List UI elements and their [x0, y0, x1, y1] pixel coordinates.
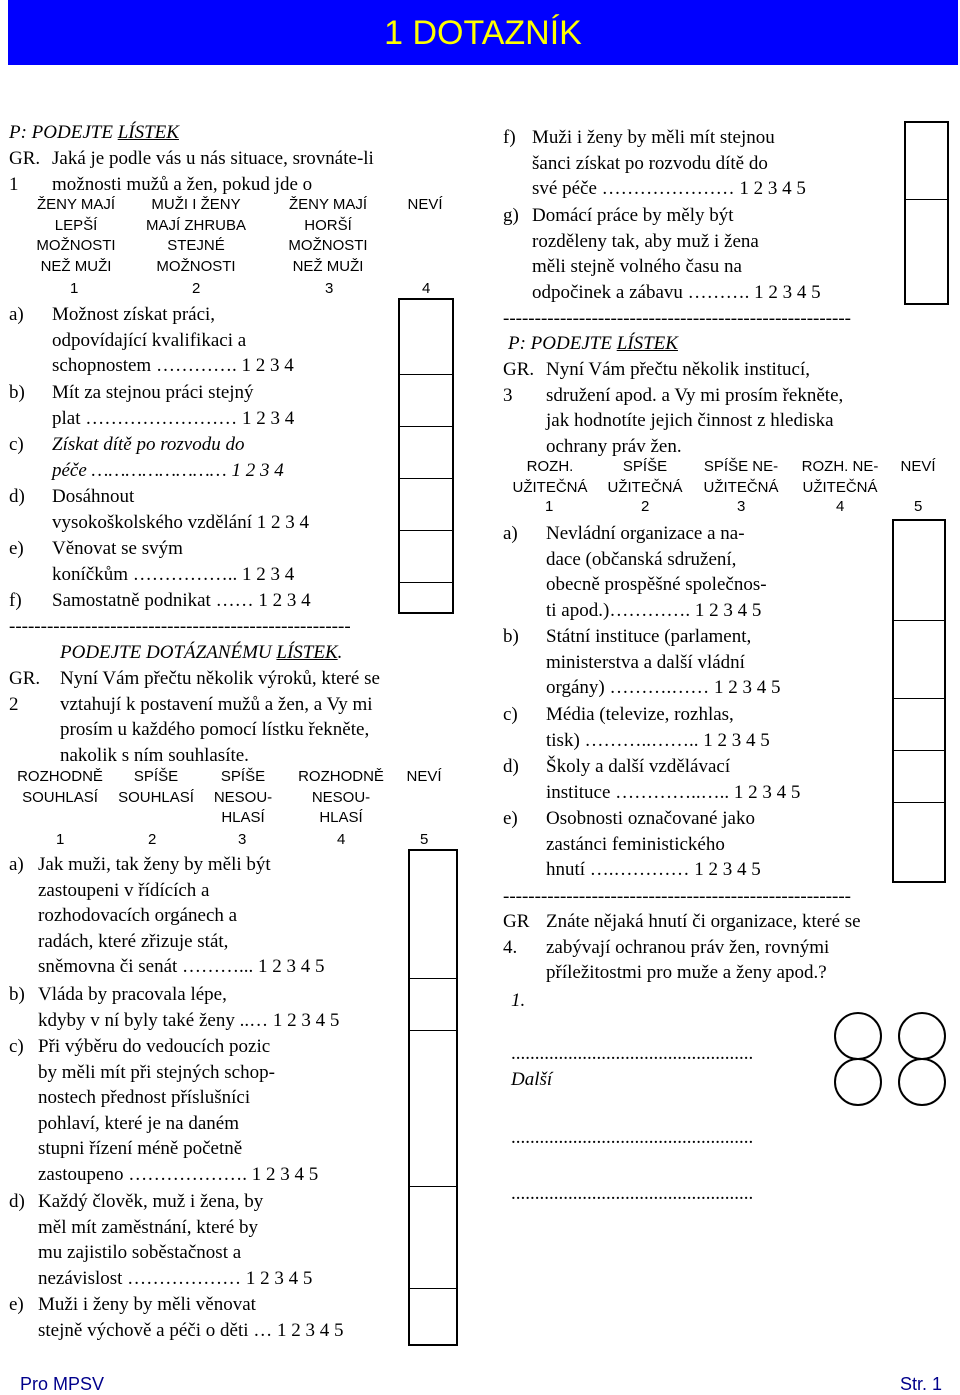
scale3-num-1: 1	[545, 498, 554, 515]
question-1-label: GR.	[9, 148, 41, 169]
scale3-col5: NEVÍ	[900, 458, 936, 475]
q2-item-b[interactable]: Vláda by pracovala lépe, kdyby v ní byly také ženy ..… 1 2 3 4 5	[38, 984, 340, 1031]
scale2-col2: SPÍŠE SOUHLASÍ	[118, 768, 194, 806]
question-2-text: Nyní Vám přečtu několik výroků, které se vztahují k postavení mužů a žen, a Vy mi prosím u každého pomocí lístku řekněte, nakolik s ním souhlasíte.	[60, 668, 380, 766]
scale3-num-3: 3	[737, 498, 746, 515]
scale1-num-3: 3	[325, 280, 334, 297]
q3-item-c-key: c)	[503, 704, 518, 725]
question-1-number: 1	[9, 174, 19, 195]
answer-dots-line[interactable]: ...................................................	[511, 1183, 754, 1204]
scale3-col4: ROZH. NE- UŽITEČNÁ	[801, 458, 879, 496]
q3-item-d[interactable]: Školy a další vzdělávací instituce …………..….. 1 2 3 4 5	[546, 756, 801, 803]
q2-item-e[interactable]: Muži i ženy by měli věnovat stejně výchově a péči o děti … 1 2 3 4 5	[38, 1294, 344, 1341]
q3-item-e[interactable]: Osobnosti označované jako zastánci feministického hnutí ….………… 1 2 3 4 5	[546, 808, 761, 880]
scale1-col3: ŽENY MAJÍ HORŠÍ MOŽNOSTI NEŽ MUŽI	[288, 196, 368, 275]
q2-item-f-key: f)	[503, 127, 516, 148]
title-banner	[8, 0, 958, 65]
page-number: Str. 1	[900, 1374, 943, 1394]
q3-item-c[interactable]: Média (televize, rozhlas, tisk) ………..…….. 1 2 3 4 5	[546, 704, 770, 751]
podejte-dotazanemu-listek: PODEJTE DOTÁZANÉMU LÍSTEK.	[60, 642, 343, 663]
question-2-label: GR.	[9, 668, 41, 689]
q2-item-b-key: b)	[9, 984, 25, 1005]
scale2-col5: NEVÍ	[406, 768, 442, 785]
question-2-number: 2	[9, 694, 19, 715]
q3-item-a-key: a)	[503, 523, 518, 544]
q1-item-b[interactable]: Mít za stejnou práci stejný plat …………………… 1 2 3 4	[52, 382, 295, 429]
scale2-num-4: 4	[337, 831, 346, 848]
answer-circle[interactable]	[898, 1058, 946, 1106]
answer-first-label: 1.	[511, 990, 526, 1011]
podejte-listek-instruction: P: PODEJTE LÍSTEK	[9, 122, 179, 143]
q1-item-f-key: f)	[9, 590, 22, 611]
q2-item-g-key: g)	[503, 205, 519, 226]
q3-item-b[interactable]: Státní instituce (parlament, ministerstva a další vládní orgány) ……….…… 1 2 3 4 5	[546, 626, 781, 698]
question-1-text-2: možnosti mužů a žen, pokud jde o	[52, 174, 313, 195]
scale1-col2: MUŽI I ŽENY MAJÍ ZHRUBA STEJNÉ MOŽNOSTI	[145, 196, 246, 275]
scale1-num-4: 4	[422, 280, 431, 297]
scale2-col4: ROZHODNĚ NESOU- HLASÍ	[298, 768, 384, 826]
q2-item-f[interactable]: Muži i ženy by měli mít stejnou šanci získat po rozvodu dítě do své péče ………………… 1 2 3 4 5	[532, 127, 806, 199]
answer-divider	[408, 1288, 456, 1289]
answer-box-q2-cont[interactable]	[904, 121, 949, 305]
question-3-number: 3	[503, 385, 513, 406]
answer-circle[interactable]	[834, 1012, 882, 1060]
scale1-num-1: 1	[70, 280, 79, 297]
q3-item-d-key: d)	[503, 756, 519, 777]
q3-item-e-key: e)	[503, 808, 518, 829]
q2-item-a-key: a)	[9, 854, 24, 875]
question-3-label: GR.	[503, 359, 535, 380]
divider: -------------------------------------------------------	[503, 308, 851, 329]
q2-item-c[interactable]: Při výběru do vedoucích pozic by měli mít při stejných schop- nostech přednost příslušníci pohlaví, které je na daném stupni řízení méně početně zastoupeno ………………. 1 2 3 4 5	[38, 1036, 319, 1185]
scale3-num-5: 5	[914, 498, 923, 515]
answer-divider	[398, 426, 452, 427]
divider: -------------------------------------------------------	[503, 886, 851, 907]
q3-item-b-key: b)	[503, 626, 519, 647]
scale1-num-2: 2	[192, 280, 201, 297]
question-1-text: Jaká je podle vás u nás situace, srovnáte-li	[52, 148, 374, 169]
q1-item-a-key: a)	[9, 304, 24, 325]
answer-circle[interactable]	[834, 1058, 882, 1106]
q3-item-a[interactable]: Nevládní organizace a na- dace (občanská sdružení, obecně prospěšné společnos- ti apod.)…………. 1 2 3 4 5	[546, 523, 767, 621]
scale2-col3: SPÍŠE NESOU- HLASÍ	[213, 768, 273, 826]
scale3-col1: ROZH. UŽITEČNÁ	[512, 458, 588, 496]
question-4-number: 4.	[503, 937, 518, 958]
question-3-text: Nyní Vám přečtu několik institucí, sdružení apod. a Vy mi prosím řekněte, jak hodnotíte jejich činnost z hlediska ochrany práv žen.	[546, 359, 844, 457]
q2-item-a[interactable]: Jak muži, tak ženy by měli být zastoupeni v řídících a rozhodovacích orgánech a radách, které zřizuje stát, sněmovna či senát ………... 1 2 3 4 5	[38, 854, 325, 977]
q1-item-d[interactable]: Dosáhnout vysokoškolského vzdělání 1 2 3 4	[52, 486, 310, 533]
q1-item-f[interactable]: Samostatně podnikat …… 1 2 3 4	[52, 590, 311, 611]
question-4-label: GR	[503, 911, 530, 932]
q2-item-c-key: c)	[9, 1036, 24, 1057]
scale1-col1: ŽENY MAJÍ LEPŠÍ MOŽNOSTI NEŽ MUŽI	[36, 196, 116, 275]
answer-divider	[408, 1030, 456, 1031]
answer-divider	[892, 802, 944, 803]
podejte-listek-instruction-2: P: PODEJTE LÍSTEK	[508, 333, 678, 354]
scale2-num-5: 5	[420, 831, 429, 848]
answer-divider	[398, 582, 452, 583]
answer-other-label: Další	[511, 1069, 553, 1090]
q1-item-e-key: e)	[9, 538, 24, 559]
scale1-col4: NEVÍ	[407, 196, 443, 213]
scale2-num-3: 3	[238, 831, 247, 848]
answer-divider	[398, 374, 452, 375]
answer-box-q3[interactable]	[892, 519, 946, 883]
scale3-col2: SPÍŠE UŽITEČNÁ	[607, 458, 683, 496]
answer-divider	[408, 978, 456, 979]
q2-item-d[interactable]: Každý člověk, muž i žena, by měl mít zaměstnání, které by mu zajistilo soběstačnost a nezávislost ……………… 1 2 3 4 5	[38, 1191, 313, 1289]
scale2-col1: ROZHODNĚ SOUHLASÍ	[17, 768, 103, 806]
q1-item-b-key: b)	[9, 382, 25, 403]
footer-client: Pro MPSV	[20, 1374, 105, 1394]
answer-divider	[892, 698, 944, 699]
q1-item-a[interactable]: Možnost získat práci, odpovídající kvalifikaci a schopnostem …………. 1 2 3 4	[52, 304, 294, 376]
q1-item-e[interactable]: Věnovat se svým koníčkům …………….. 1 2 3 4	[52, 538, 295, 585]
answer-box-q1[interactable]	[398, 298, 454, 614]
answer-divider	[892, 620, 944, 621]
divider: ------------------------------------------------------	[9, 616, 351, 637]
question-4-text: Znáte nějaká hnutí či organizace, které se zabývají ochranou práv žen, rovnými příležitostmi pro muže a ženy apod.?	[546, 911, 861, 983]
q1-item-c-key: c)	[9, 434, 24, 455]
q2-item-d-key: d)	[9, 1191, 25, 1212]
page-title: 1 DOTAZNÍK	[384, 13, 582, 52]
q2-item-g[interactable]: Domácí práce by měly být rozděleny tak, aby muž i žena měli stejně volného času na odpočinek a zábavu ………. 1 2 3 4 5	[532, 205, 821, 303]
answer-circle[interactable]	[898, 1012, 946, 1060]
q1-item-d-key: d)	[9, 486, 25, 507]
answer-dots-line[interactable]: ...................................................	[511, 1127, 754, 1148]
scale3-num-2: 2	[641, 498, 650, 515]
q2-item-e-key: e)	[9, 1294, 24, 1315]
answer-divider	[408, 1186, 456, 1187]
answer-box-q2[interactable]	[408, 849, 458, 1346]
q1-item-c[interactable]: Získat dítě po rozvodu do péče …………………… 1 2 3 4	[52, 434, 284, 481]
scale3-col3: SPÍŠE NE- UŽITEČNÁ	[703, 458, 779, 496]
scale3-num-4: 4	[836, 498, 845, 515]
answer-divider	[904, 199, 947, 200]
answer-dots-line[interactable]: ...................................................	[511, 1043, 754, 1064]
answer-divider	[398, 530, 452, 531]
scale2-num-2: 2	[148, 831, 157, 848]
answer-divider	[892, 750, 944, 751]
answer-divider	[398, 478, 452, 479]
scale2-num-1: 1	[56, 831, 65, 848]
